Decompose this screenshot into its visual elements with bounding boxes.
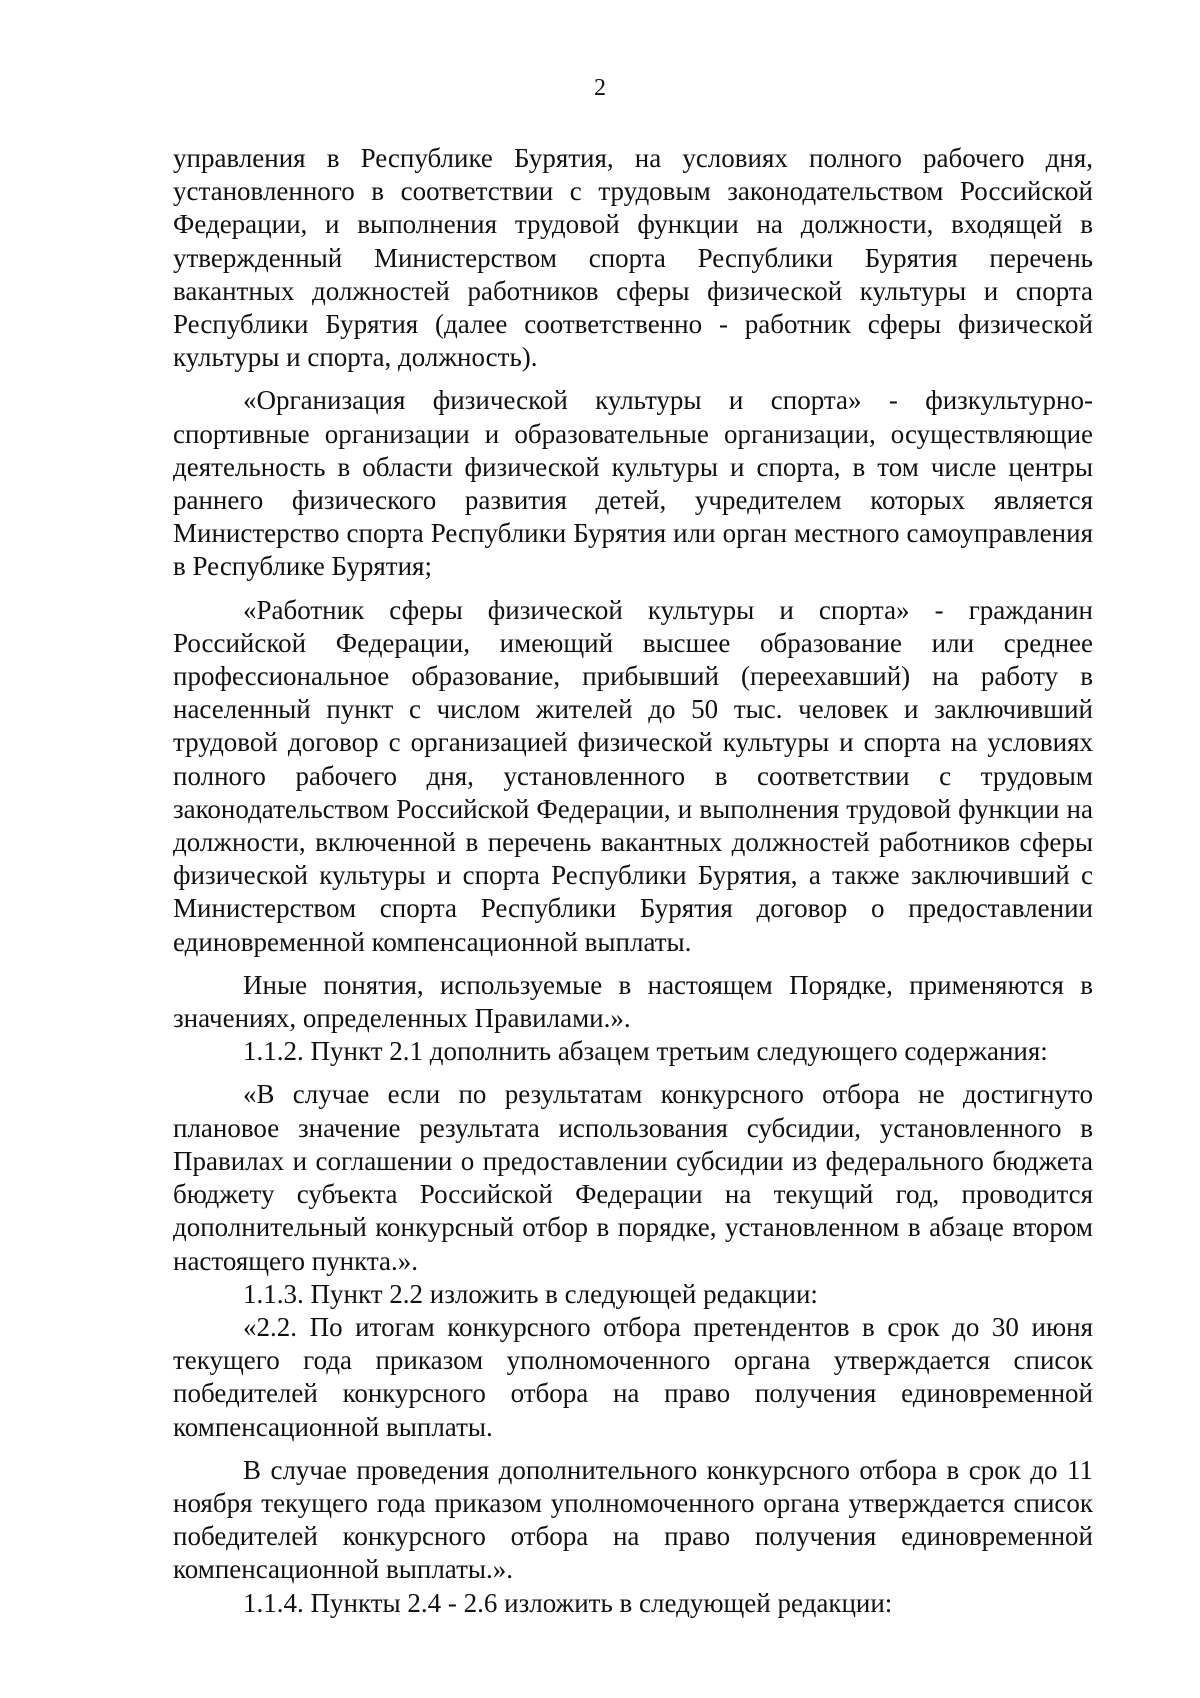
paragraph-item-1-1-2: 1.1.2. Пункт 2.1 дополнить абзацем третьим следующего содержания: bbox=[243, 1036, 1048, 1067]
page-number: 2 bbox=[594, 75, 606, 101]
paragraph-item-1-1-3: 1.1.3. Пункт 2.2 изложить в следующей редакции: bbox=[243, 1278, 818, 1309]
document-body bbox=[173, 142, 1093, 1620]
paragraph-quote-additional-selection: «В случае если по результатам конкурсного отбора не достигнуто плановое значение результата использования субсидии, установленного в Правилах и соглашении о предоставлении субсидии из федерального бюджета бюджету субъекта Российской Федерации на текущий год, проводится дополнительный конкурсный отбор в порядке, установленном в абзаце втором настоящего пункта.». bbox=[173, 1079, 1093, 1276]
paragraph-item-1-1-4: 1.1.4. Пункты 2.4 - 2.6 изложить в следующей редакции: bbox=[243, 1587, 893, 1618]
paragraph-additional-selection-deadline: В случае проведения дополнительного конкурсного отбора в срок до 11 ноября текущего года приказом уполномоченного органа утверждается список победителей конкурсного отбора на право получения единовременной компенсационной выплаты.». bbox=[173, 1454, 1093, 1585]
paragraph-continuation: управления в Республике Бурятия, на условиях полного рабочего дня, установленного в соответствии с трудовым законодательством Российской Федерации, и выполнения трудовой функции на должности, входящей в утвержденный Министерством спорта Республики Бурятия перечень вакантных должностей работников сферы физической культуры и спорта Республики Бурятия (далее соответственно - работник сферы физической культуры и спорта, должность). bbox=[173, 143, 1093, 373]
paragraph-other-terms: Иные понятия, используемые в настоящем Порядке, применяются в значениях, определенных Правилами.». bbox=[173, 969, 1093, 1034]
paragraph-definition-organization: «Организация физической культуры и спорта» - физкультурно-спортивные организации и образовательные организации, осуществляющие деятельность в области физической культуры и спорта, в том числе центры раннего физического развития детей, учредителем которых является Министерство спорта Республики Бурятия или орган местного самоуправления в Республике Бурятия; bbox=[173, 385, 1093, 582]
paragraph-definition-worker: «Работник сферы физической культуры и спорта» - гражданин Российской Федерации, имеющий высшее образование или среднее профессиональное образование, прибывший (переехавший) на работу в населенный пункт с числом жителей до 50 тыс. человек и заключивший трудовой договор с организацией физической культуры и спорта на условиях полного рабочего дня, установленного в соответствии с трудовым законодательством Российской Федерации, и выполнения трудовой функции на должности, включенной в перечень вакантных должностей работников сферы физической культуры и спорта Республики Бурятия, а также заключивший с Министерством спорта Республики Бурятия договор о предоставлении единовременной компенсационной выплаты. bbox=[173, 594, 1093, 957]
paragraph-quote-2-2: «2.2. По итогам конкурсного отбора претендентов в срок до 30 июня текущего года приказом уполномоченного органа утверждается список победителей конкурсного отбора на право получения единовременной компенсационной выплаты. bbox=[173, 1311, 1093, 1442]
